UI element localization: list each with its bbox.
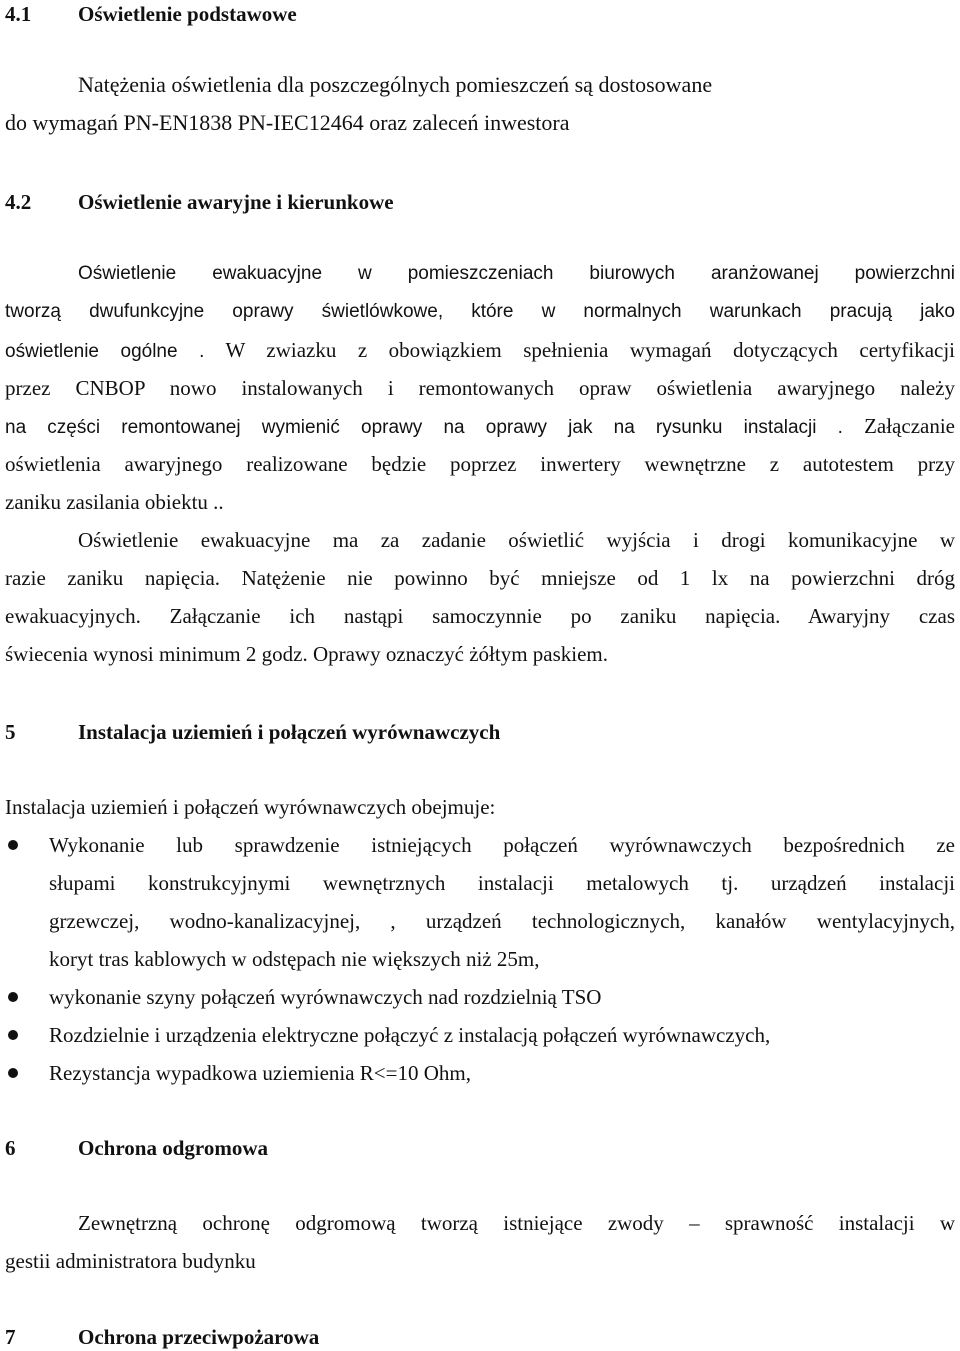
bullet-1-line-1: Wykonanie lub sprawdzenie istniejących połączeń wyrównawczych bezpośrednich ze: [49, 833, 955, 857]
section-4-1-title: Oświetlenie podstawowe: [78, 2, 297, 26]
bullet-icon: [8, 840, 18, 850]
section-6-title: Ochrona odgromowa: [78, 1136, 268, 1160]
section-4-1-number: 4.1: [5, 2, 32, 26]
section-5-bullet-1: [49, 826, 955, 978]
section-4-2-body: [5, 255, 955, 673]
section-6-line-1: Zewnętrzną ochronę odgromową tworzą istniejące zwody – sprawność instalacji w: [78, 1211, 955, 1235]
section-6-number: 6: [5, 1136, 16, 1160]
bullet-3-line-1: Rozdzielnie i urządzenia elektryczne połączyć z instalacją połączeń wyrównawczych,: [49, 1023, 771, 1047]
section-5-number: 5: [5, 720, 16, 744]
section-6-line-2: gestii administratora budynku: [5, 1249, 256, 1273]
section-4-2-line-10: ewakuacyjnych. Załączanie ich nastąpi samoczynnie po zaniku napięcia. Awaryjny czas: [5, 604, 955, 628]
section-5-bullet-2: [49, 978, 955, 1016]
section-4-2-line-6: oświetlenia awaryjnego realizowane będzie poprzez inwertery wewnętrzne z autotestem przy: [5, 452, 955, 476]
section-4-2-line-5a: na części remontowanej wymienić oprawy na oprawy jak na rysunku instalacji .: [5, 417, 843, 438]
bullet-2-line-1: wykonanie szyny połączeń wyrównawczych nad rozdzielnią TSO: [49, 985, 602, 1009]
section-4-2-line-7: zaniku zasilania obiektu ..: [5, 490, 224, 514]
section-4-2-line-5b: Załączanie: [842, 414, 955, 438]
section-7-number: 7: [5, 1325, 16, 1349]
bullet-icon: [8, 992, 18, 1002]
section-5-bullet-4: [49, 1054, 955, 1092]
bullet-4-line-1: Rezystancja wypadkowa uziemienia R<=10 Ohm,: [49, 1061, 471, 1085]
bullet-icon: [8, 1030, 18, 1040]
section-4-1-line-1: Natężenia oświetlenia dla poszczególnych pomieszczeń są dostosowane: [78, 72, 713, 97]
section-4-2-line-9: razie zaniku napięcia. Natężenie nie powinno być mniejsze od 1 lx na powierzchni dróg: [5, 566, 955, 590]
section-4-2-title: Oświetlenie awaryjne i kierunkowe: [78, 190, 394, 214]
bullet-1-line-4: koryt tras kablowych w odstępach nie większych niż 25m,: [49, 947, 540, 971]
section-5-intro: Instalacja uziemień i połączeń wyrównawczych obejmuje:: [5, 795, 496, 819]
section-5-bullet-3: [49, 1016, 955, 1054]
section-4-2-number: 4.2: [5, 190, 32, 214]
section-4-2-line-8: Oświetlenie ewakuacyjne ma za zadanie oświetlić wyjścia i drogi komunikacyjne w: [78, 528, 955, 552]
section-7-title: Ochrona przeciwpożarowa: [78, 1325, 320, 1349]
section-4-2-line-3a: oświetlenie ogólne .: [5, 341, 205, 362]
section-4-2-line-3b: W zwiazku z obowiązkiem spełnienia wymagań dotyczących certyfikacji: [204, 338, 955, 362]
section-4-2-line-4: przez CNBOP nowo instalowanych i remontowanych opraw oświetlenia awaryjnego należy: [5, 376, 955, 400]
section-5-title: Instalacja uziemień i połączeń wyrównawczych: [78, 720, 501, 744]
bullet-icon: [8, 1068, 18, 1078]
section-6-body: [5, 1204, 955, 1280]
section-4-2-line-1: Oświetlenie ewakuacyjne w pomieszczeniach biurowych aranżowanej powierzchni: [78, 263, 955, 284]
section-4-2-line-11: świecenia wynosi minimum 2 godz. Oprawy oznaczyć żółtym paskiem.: [5, 642, 609, 666]
bullet-1-line-2: słupami konstrukcyjnymi wewnętrznych instalacji metalowych tj. urządzeń instalacji: [49, 871, 955, 895]
bullet-1-line-3: grzewczej, wodno-kanalizacyjnej, , urządzeń technologicznych, kanałów wentylacyjnych,: [49, 909, 955, 933]
section-4-1-line-2: do wymagań PN-EN1838 PN-IEC12464 oraz zaleceń inwestora: [5, 110, 570, 135]
section-4-2-line-2: tworzą dwufunkcyjne oprawy świetlówkowe, które w normalnych warunkach pracują jako: [5, 301, 955, 322]
